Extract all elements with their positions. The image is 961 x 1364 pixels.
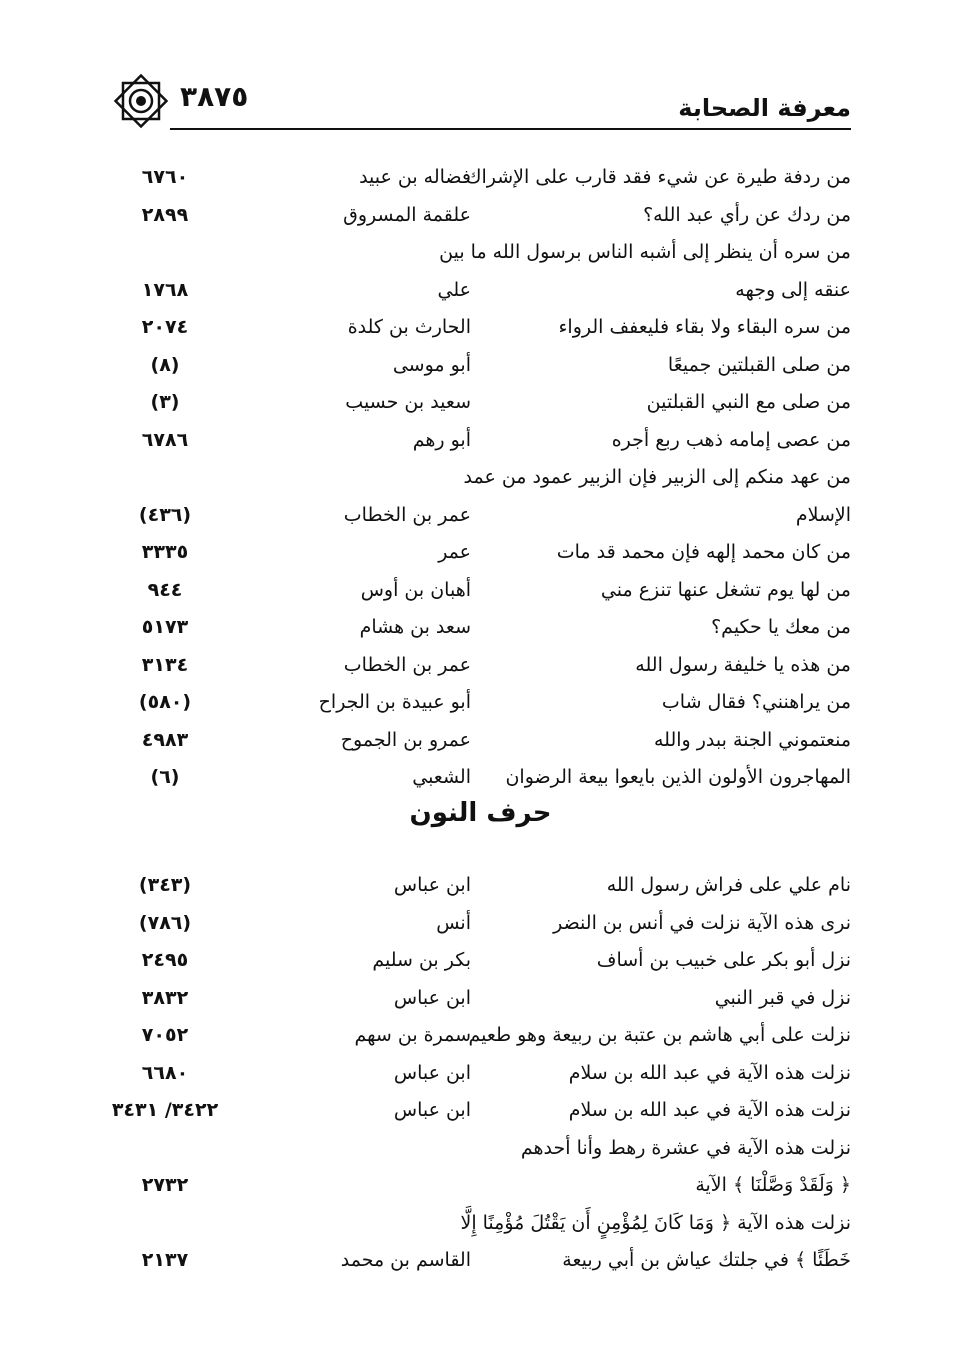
- index-entry-row: [105, 943, 851, 981]
- entry-narrator: عمر: [438, 541, 471, 563]
- entry-reference-number: ٦٧٦٠: [141, 166, 189, 188]
- header-divider: [170, 128, 851, 130]
- entry-narrator: القاسم بن محمد: [340, 1249, 471, 1271]
- entry-reference-number: ٧٠٥٢: [141, 1024, 189, 1046]
- entry-phrase: خَطَئًا ﴾ في جلتك عياش بن أبي ربيعة: [562, 1249, 851, 1271]
- entry-narrator: سعد بن هشام: [359, 616, 471, 638]
- entry-reference-number: ٤٩٨٣: [141, 728, 189, 751]
- index-entry-row: [105, 685, 851, 723]
- index-entry-row: [105, 1243, 851, 1281]
- index-entry-row: [105, 906, 851, 944]
- entry-narrator: عمر بن الخطاب: [343, 503, 471, 526]
- entry-reference-number: ٢٤٩٥: [141, 949, 189, 971]
- entry-reference-number: ٦٦٨٠: [141, 1061, 189, 1084]
- index-entry-row: [105, 1018, 851, 1056]
- entry-reference-number: ٣٨٣٢: [141, 986, 189, 1009]
- entry-phrase: من معك يا حكيم؟: [711, 616, 851, 638]
- entry-phrase: نزلت على أبي هاشم بن عتبة بن ربيعة وهو طعيم: [468, 1024, 851, 1046]
- index-entry-row: [105, 348, 851, 386]
- index-entry-row: [105, 981, 851, 1019]
- index-entry-row: [105, 1131, 851, 1169]
- index-entry-row: [105, 723, 851, 761]
- entry-phrase: نزل في قبر النبي: [714, 986, 851, 1009]
- entry-phrase: من عهد منكم إلى الزبير فإن الزبير عمود من عمد: [463, 466, 851, 488]
- entry-reference-number: ٣١٣٤: [141, 653, 189, 676]
- entry-reference-number: ٣٣٣٥: [141, 541, 189, 563]
- entry-narrator: ابن عباس: [393, 986, 471, 1009]
- entry-narrator: علي: [437, 278, 471, 301]
- entry-phrase: المهاجرون الأولون الذين بايعوا بيعة الرضوان: [505, 766, 851, 788]
- entry-phrase: من صلى مع النبي القبلتين: [646, 391, 851, 413]
- entry-list-before: [105, 160, 851, 798]
- entry-narrator: ابن عباس: [393, 1061, 471, 1084]
- index-entry-row: [105, 460, 851, 498]
- entry-narrator: الحارث بن كلدة: [347, 316, 471, 338]
- entry-narrator: فضاله بن عبيد: [359, 166, 471, 188]
- entry-reference-number: (٣): [150, 391, 180, 413]
- section-title: حرف النون: [409, 798, 552, 828]
- page-number: ٣٨٧٥: [180, 80, 249, 113]
- entry-narrator: أبو رهم: [412, 428, 471, 451]
- entry-phrase: من عصى إمامه ذهب ربع أجره: [611, 428, 851, 451]
- entry-phrase: من لها يوم تشغل عنها تنزع مني: [600, 578, 851, 601]
- entry-narrator: ابن عباس: [393, 874, 471, 896]
- entry-reference-number: ٩٤٤: [147, 578, 183, 601]
- entry-reference-number: (٧٨٦): [138, 911, 192, 934]
- entry-phrase: نزلت هذه الآية في عشرة رهط وأنا أحدهم: [520, 1136, 851, 1159]
- index-entry-row: [105, 198, 851, 236]
- index-entry-row: [105, 648, 851, 686]
- page-header: [110, 70, 851, 130]
- entry-narrator: الشعبي: [412, 766, 471, 788]
- entry-reference-number: ٣٤٢٢/ ٣٤٣١: [111, 1099, 219, 1121]
- entry-phrase: نزلت هذه الآية في عبد الله بن سلام: [568, 1061, 851, 1084]
- entry-phrase: نام علي على فراش رسول الله: [606, 874, 851, 896]
- entry-phrase: من ردفة طيرة عن شيء فقد قارب على الإشراك: [465, 166, 851, 188]
- entry-narrator: أبو عبيدة بن الجراح: [318, 691, 471, 713]
- entry-reference-number: (٨): [150, 353, 180, 376]
- index-entry-row: [105, 1206, 851, 1244]
- entry-reference-number: ٦٧٨٦: [141, 428, 189, 451]
- index-entry-row: [105, 235, 851, 273]
- index-entry-row: [105, 160, 851, 198]
- entry-reference-number: (٣٤٣): [138, 874, 192, 896]
- entry-narrator: أنس: [436, 911, 471, 934]
- entry-phrase: من كان محمد إلهه فإن محمد قد مات: [556, 541, 851, 563]
- index-entry-row: [105, 573, 851, 611]
- index-entry-row: [105, 385, 851, 423]
- entry-phrase: نزل أبو بكر على خبيب بن أساف: [596, 949, 851, 971]
- index-entry-row: [105, 498, 851, 536]
- index-entry-row: [105, 610, 851, 648]
- entry-reference-number: (٤٣٦): [138, 503, 192, 526]
- entry-phrase: من صلى القبلتين جميعًا: [667, 353, 851, 376]
- entry-phrase: منعتموني الجنة ببدر والله: [654, 728, 851, 751]
- star-ornament-icon: [110, 70, 172, 132]
- entry-phrase: من سره البقاء ولا بقاء فليعفف الرواء: [558, 316, 851, 338]
- entry-phrase: من هذه يا خليفة رسول الله: [635, 653, 851, 676]
- entry-phrase: من يراهنني؟ فقال شاب: [661, 691, 851, 713]
- entry-reference-number: (٥٨٠): [138, 691, 192, 713]
- entry-phrase: من ردك عن رأي عبد الله؟: [643, 203, 851, 226]
- index-entry-row: [105, 1168, 851, 1206]
- entry-narrator: عمر بن الخطاب: [343, 653, 471, 676]
- index-entry-row: [105, 1056, 851, 1094]
- entry-narrator: ابن عباس: [393, 1099, 471, 1121]
- entry-narrator: سعيد بن حسيب: [345, 391, 471, 413]
- entry-narrator: أهبان بن أوس: [360, 578, 471, 601]
- entry-reference-number: ٢٧٣٢: [141, 1174, 189, 1196]
- entry-narrator: بكر بن سليم: [372, 949, 471, 971]
- entry-narrator: أبو موسى: [392, 353, 471, 376]
- index-entry-row: [105, 760, 851, 798]
- entry-reference-number: ٥١٧٣: [141, 616, 189, 638]
- entry-narrator: عمرو بن الجموح: [340, 728, 471, 751]
- book-title: معرفة الصحابة: [678, 94, 851, 122]
- entry-phrase: عنقه إلى وجهه: [735, 278, 851, 301]
- entry-reference-number: (٦): [150, 766, 180, 788]
- entry-narrator: علقمة المسروق: [343, 203, 471, 226]
- index-entry-row: [105, 423, 851, 461]
- entry-reference-number: ٢١٣٧: [141, 1249, 189, 1271]
- entry-phrase: نزلت هذه الآية في عبد الله بن سلام: [568, 1099, 851, 1121]
- index-entry-row: [105, 273, 851, 311]
- index-entry-row: [105, 1093, 851, 1131]
- entry-phrase: ﴿ وَلَقَدْ وَصَّلْنَا ﴾ الآية: [695, 1174, 851, 1196]
- entry-reference-number: ١٧٦٨: [141, 278, 189, 301]
- entry-reference-number: ٢٨٩٩: [141, 203, 189, 226]
- entry-narrator: سمرة بن سهم: [354, 1024, 471, 1046]
- index-entry-row: [105, 535, 851, 573]
- entry-phrase: نزلت هذه الآية ﴿ وَمَا كَانَ لِمُؤْمِنٍ أَن يَقْتُلَ مُؤْمِنًا إِلَّا: [460, 1211, 851, 1234]
- entry-reference-number: ٢٠٧٤: [141, 316, 189, 338]
- index-entry-row: [105, 310, 851, 348]
- entry-phrase: الإسلام: [795, 503, 851, 526]
- entry-list-after: [105, 868, 851, 1281]
- entry-phrase: نرى هذه الآية نزلت في أنس بن النضر: [553, 911, 851, 934]
- entry-phrase: من سره أن ينظر إلى أشبه الناس برسول الله ما بين: [439, 241, 851, 263]
- index-entry-row: [105, 868, 851, 906]
